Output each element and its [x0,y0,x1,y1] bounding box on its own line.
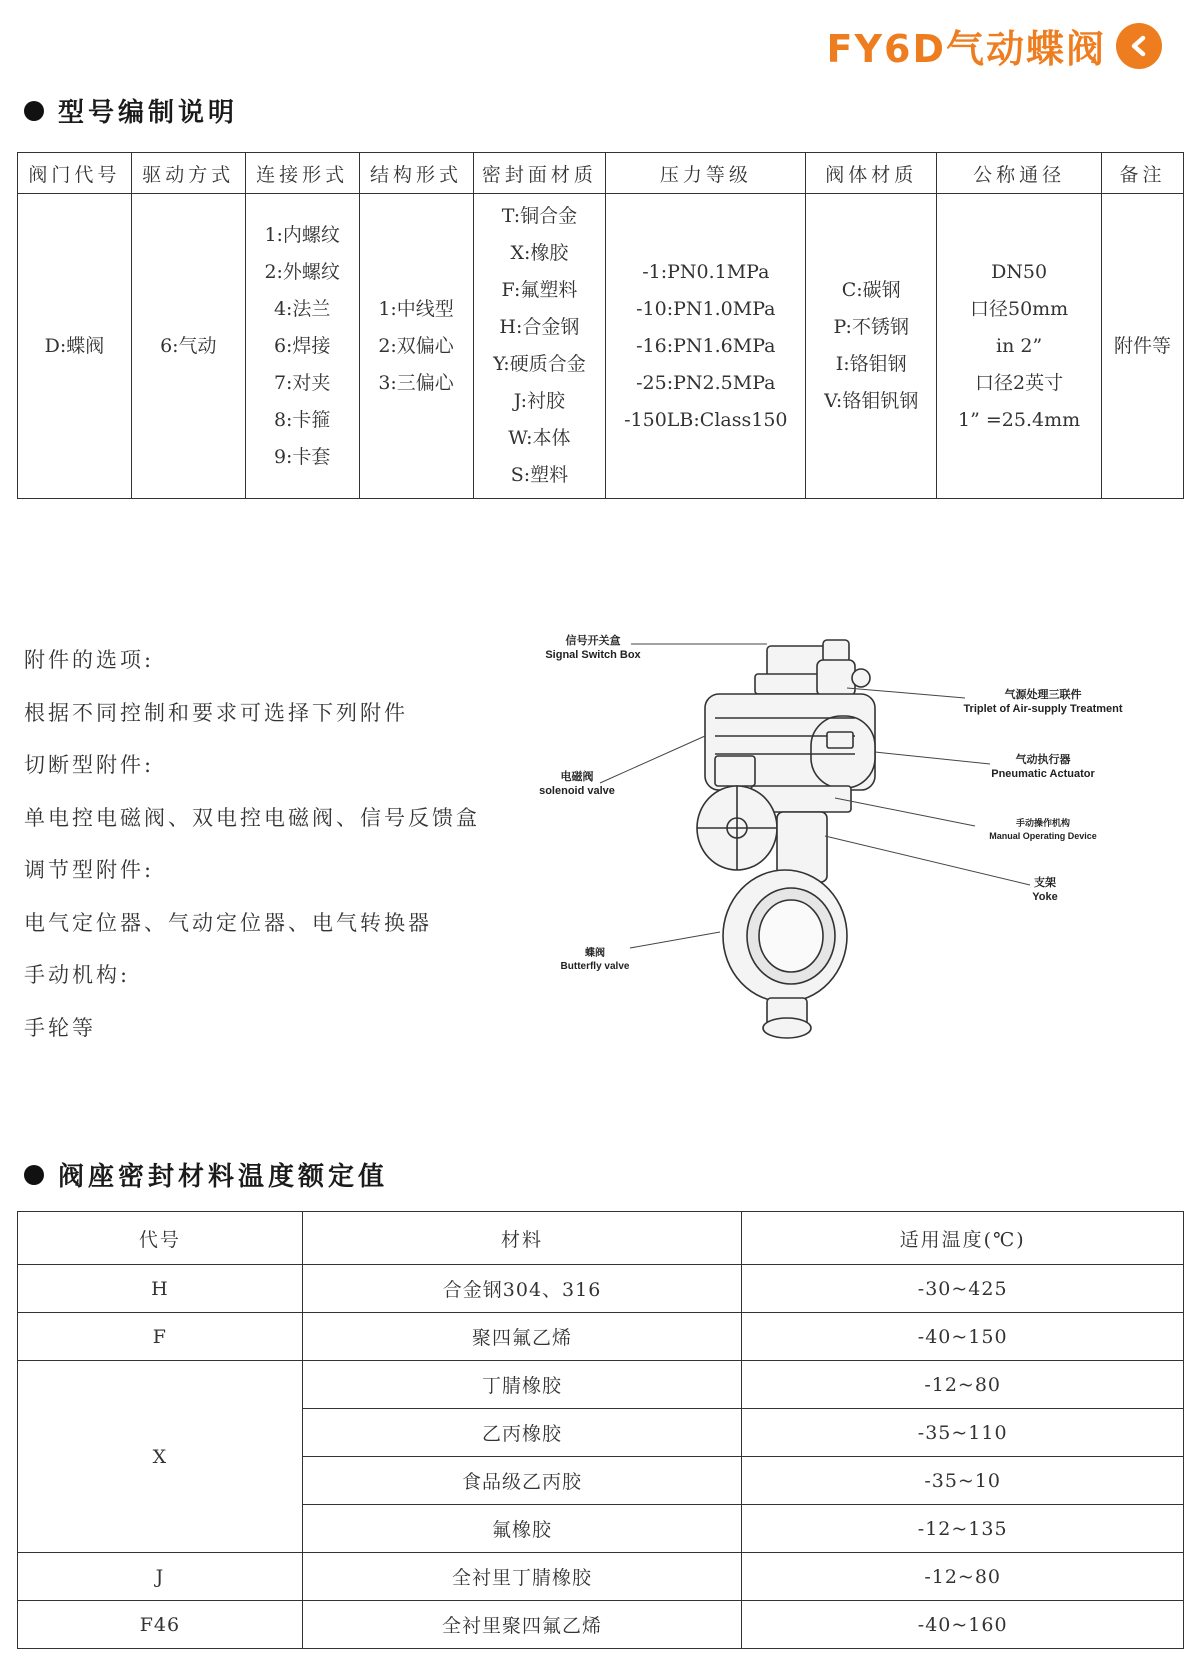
bullet-icon [24,1165,44,1185]
table-row [18,1601,1184,1649]
header-cell-temperature: 适用温度(℃) [742,1212,1184,1265]
temperature-cell: -12~80 [742,1553,1184,1601]
label-manual-cn: 手动操作机构 [1015,818,1071,828]
cell-line: P:不锈钢 [833,316,909,338]
cell-nominal [937,194,1102,499]
accessories-line: 根据不同控制和要求可选择下列附件 [24,700,408,725]
temperature-cell: -35~110 [742,1409,1184,1457]
cell-line: H:合金钢 [499,316,580,338]
cell-line: 1:内螺纹 [264,223,340,246]
cell-line: 7:对夹 [273,371,331,394]
bullet-icon [24,101,44,121]
header-cell-pressure: 压力等级 [606,153,806,194]
table-row [18,1313,1184,1361]
valve-assembly-diagram [539,635,1195,1096]
accessories-line: 切断型附件: [24,753,155,777]
cell-body [806,194,937,499]
code-cell: F46 [18,1601,303,1649]
cell-line: -1:PN0.1MPa [642,260,770,283]
table-row [18,1553,1184,1601]
cell-line: 3:三偏心 [378,371,454,394]
cell-line: -150LB:Class150 [624,408,788,431]
air-supply-triplet [817,660,855,696]
code-cell: F [18,1313,303,1361]
cell-structure [359,194,473,499]
label-actuator-en: Pneumatic Actuator [991,768,1095,780]
cell-line: 9:卡套 [273,445,331,468]
cell-line: 口径50mm [969,297,1069,320]
material-cell: 聚四氟乙烯 [302,1313,742,1361]
cell-line: 8:卡箍 [273,408,331,431]
cell-line: -16:PN1.6MPa [636,334,776,357]
temperature-cell: -40~160 [742,1601,1184,1649]
cell-seal [473,194,606,499]
cell-line: W:本体 [508,427,571,449]
cell-line: D:蝶阀 [44,334,105,357]
cell-line: I:铬钼钢 [835,353,907,375]
temperature-cell: -12~135 [742,1505,1184,1553]
cell-valve-code [18,194,132,499]
temperature-cell: -40~150 [742,1313,1184,1361]
cell-line: 附件等 [1114,334,1172,357]
cell-line: Y:硬质合金 [493,353,586,375]
label-solenoid-en: solenoid valve [539,785,615,797]
accessories-line: 附件的选项: [24,648,155,672]
cell-line: DN50 [991,260,1048,283]
section-title-text: 型号编制说明 [58,98,239,128]
label-butterfly-en: Butterfly valve [560,961,630,972]
cell-line: T:铜合金 [501,205,578,227]
material-cell: 丁腈橡胶 [302,1361,742,1409]
label-signal-box-cn: 信号开关盒 [565,635,621,647]
accessories-text [24,640,480,1060]
material-cell: 全衬里丁腈橡胶 [302,1553,742,1601]
cell-line: in 2” [996,334,1043,357]
accessories-line: 电气定位器、气动定位器、电气转换器 [24,910,432,935]
label-triplet-en: Triplet of Air-supply Treatment [963,703,1123,715]
cell-line: J:衬胶 [513,390,566,412]
cell-line: -25:PN2.5MPa [636,371,776,394]
label-manual-en: Manual Operating Device [989,831,1097,841]
cell-line: 2:外螺纹 [264,260,340,283]
table-row [18,1361,1184,1409]
cell-line: C:碳钢 [841,279,901,301]
cell-line: 6:焊接 [273,334,331,357]
accessories-line: 手动机构: [24,963,131,987]
cell-line: V:铬钼钒钢 [824,390,919,412]
section-title-temperature [24,1156,388,1193]
page-title: FY6D气动蝶阀 [826,27,1106,71]
label-butterfly-cn: 蝶阀 [585,948,605,959]
cell-line: F:氟塑料 [501,279,578,301]
header-cell-material: 材料 [302,1212,742,1265]
cell-line: 1:中线型 [378,297,454,320]
cell-connection [245,194,359,499]
header-cell-nominal: 公称通径 [937,153,1102,194]
accessories-line: 调节型附件: [24,858,155,882]
header-cell-valve-code: 阀门代号 [18,153,132,194]
section-title-model [24,92,238,129]
material-cell: 食品级乙丙胶 [302,1457,742,1505]
header-cell-structure: 结构形式 [359,153,473,194]
header-cell-connection: 连接形式 [245,153,359,194]
cell-pressure [606,194,806,499]
page-header [827,18,1162,73]
cell-line: S:塑料 [510,464,569,486]
label-solenoid-cn: 电磁阀 [560,771,594,783]
cell-line: -10:PN1.0MPa [636,297,776,320]
accessories-line: 单电控电磁阀、双电控电磁阀、信号反馈盒 [24,805,480,830]
cell-remarks [1102,194,1184,499]
cell-line: 口径2英寸 [975,371,1064,394]
material-cell: 氟橡胶 [302,1505,742,1553]
label-actuator-cn: 气动执行器 [1015,754,1071,766]
header-cell-remarks: 备注 [1102,153,1184,194]
label-signal-box-en: Signal Switch Box [545,649,641,661]
cell-line: X:橡胶 [510,242,569,264]
cell-line: 6:气动 [160,334,217,357]
accessories-line: 手轮等 [24,1015,96,1040]
header-cell-seal: 密封面材质 [473,153,606,194]
table-row [18,1265,1184,1313]
temperature-cell: -30~425 [742,1265,1184,1313]
material-cell: 合金钢304、316 [302,1265,742,1313]
cell-line: 2:双偏心 [378,334,454,357]
label-yoke-en: Yoke [1032,891,1058,903]
header-cell-body: 阀体材质 [806,153,937,194]
temperature-cell: -35~10 [742,1457,1184,1505]
temperature-rating-table [17,1211,1184,1649]
code-cell: J [18,1553,303,1601]
header-cell-drive: 驱动方式 [131,153,245,194]
solenoid-valve [715,756,755,786]
section-title-text: 阀座密封材料温度额定值 [58,1162,389,1192]
code-cell: X [18,1361,303,1553]
material-cell: 乙丙橡胶 [302,1409,742,1457]
model-code-table [17,152,1184,499]
cell-drive [131,194,245,499]
code-cell: H [18,1265,303,1313]
chevron-left-icon [1116,23,1162,69]
label-yoke-cn: 支架 [1034,877,1056,889]
label-triplet-cn: 气源处理三联件 [1004,689,1082,701]
cell-line: 1” =25.4mm [958,408,1081,431]
cell-line: 4:法兰 [273,297,331,320]
temperature-cell: -12~80 [742,1361,1184,1409]
material-cell: 全衬里聚四氟乙烯 [302,1601,742,1649]
header-cell-code: 代号 [18,1212,303,1265]
